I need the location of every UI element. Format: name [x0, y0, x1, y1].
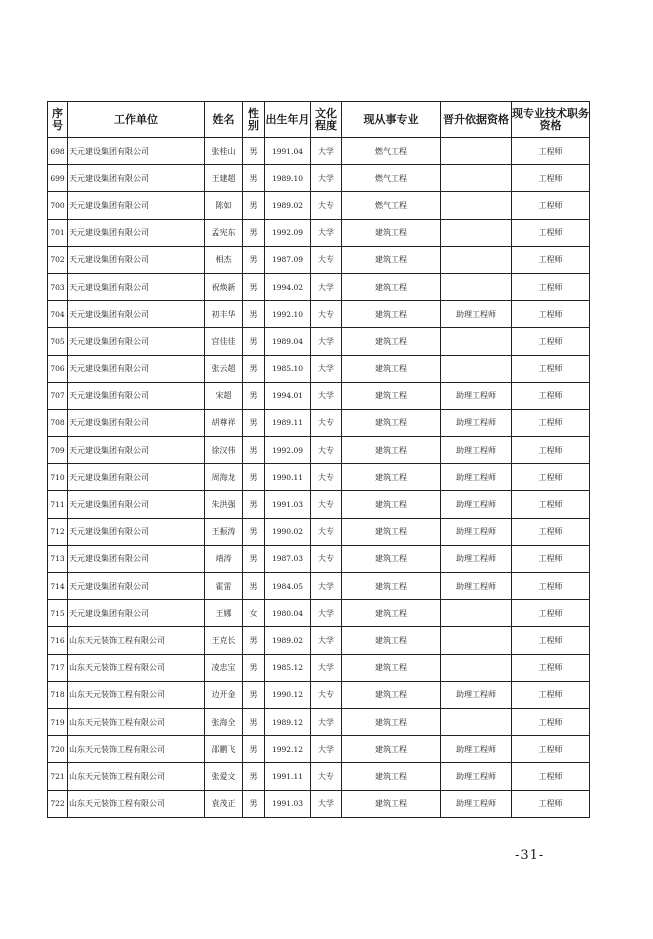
cell-birth-date: 1990.02 [265, 518, 311, 545]
cell-name: 王克长 [205, 627, 243, 654]
cell-birth-date: 1992.10 [265, 301, 311, 328]
header-index: 序号 [48, 102, 68, 138]
cell-index: 717 [48, 654, 68, 681]
cell-title: 工程师 [512, 409, 590, 436]
table-row [48, 138, 590, 165]
cell-index: 709 [48, 437, 68, 464]
cell-promotion-basis [441, 192, 512, 219]
cell-name: 张桂山 [205, 138, 243, 165]
table-row [48, 328, 590, 355]
cell-index: 705 [48, 328, 68, 355]
cell-title: 工程师 [512, 273, 590, 300]
cell-gender: 男 [243, 627, 265, 654]
cell-education: 大学 [311, 355, 342, 382]
cell-name: 宫佳佳 [205, 328, 243, 355]
cell-birth-date: 1985.10 [265, 355, 311, 382]
table-row [48, 246, 590, 273]
cell-gender: 男 [243, 328, 265, 355]
cell-education: 大专 [311, 518, 342, 545]
cell-index: 708 [48, 409, 68, 436]
cell-specialty: 燃气工程 [342, 165, 441, 192]
table-row [48, 736, 590, 763]
cell-index: 706 [48, 355, 68, 382]
table-row [48, 409, 590, 436]
cell-name: 邵鹏飞 [205, 736, 243, 763]
cell-work-unit: 天元建设集团有限公司 [68, 382, 205, 409]
cell-promotion-basis [441, 273, 512, 300]
cell-title: 工程师 [512, 246, 590, 273]
cell-name: 周海龙 [205, 464, 243, 491]
cell-title: 工程师 [512, 790, 590, 817]
cell-gender: 男 [243, 464, 265, 491]
cell-promotion-basis [441, 138, 512, 165]
cell-gender: 男 [243, 273, 265, 300]
cell-work-unit: 天元建设集团有限公司 [68, 192, 205, 219]
cell-index: 704 [48, 301, 68, 328]
cell-education: 大学 [311, 219, 342, 246]
cell-specialty: 建筑工程 [342, 437, 441, 464]
cell-gender: 男 [243, 409, 265, 436]
table-body [48, 138, 590, 818]
table-row [48, 654, 590, 681]
cell-index: 712 [48, 518, 68, 545]
cell-title: 工程师 [512, 165, 590, 192]
cell-birth-date: 1992.12 [265, 736, 311, 763]
cell-specialty: 建筑工程 [342, 382, 441, 409]
cell-promotion-basis: 助理工程师 [441, 409, 512, 436]
cell-index: 714 [48, 573, 68, 600]
table-row [48, 708, 590, 735]
cell-education: 大专 [311, 464, 342, 491]
table-row [48, 518, 590, 545]
header-current-specialty: 现从事专业 [342, 102, 441, 138]
cell-education: 大专 [311, 246, 342, 273]
table-row [48, 627, 590, 654]
cell-index: 699 [48, 165, 68, 192]
cell-specialty: 建筑工程 [342, 573, 441, 600]
cell-title: 工程师 [512, 627, 590, 654]
cell-specialty: 建筑工程 [342, 790, 441, 817]
cell-promotion-basis: 助理工程师 [441, 491, 512, 518]
cell-specialty: 建筑工程 [342, 219, 441, 246]
cell-promotion-basis: 助理工程师 [441, 790, 512, 817]
cell-specialty: 燃气工程 [342, 138, 441, 165]
cell-birth-date: 1990.12 [265, 681, 311, 708]
header-gender: 性别 [243, 102, 265, 138]
cell-birth-date: 1989.12 [265, 708, 311, 735]
cell-specialty: 建筑工程 [342, 518, 441, 545]
cell-name: 靖涛 [205, 545, 243, 572]
cell-birth-date: 1985.12 [265, 654, 311, 681]
cell-promotion-basis [441, 708, 512, 735]
cell-index: 707 [48, 382, 68, 409]
table-header-row [48, 102, 590, 138]
cell-education: 大学 [311, 573, 342, 600]
cell-name: 王建超 [205, 165, 243, 192]
cell-promotion-basis: 助理工程师 [441, 464, 512, 491]
cell-name: 胡尊祥 [205, 409, 243, 436]
cell-education: 大学 [311, 273, 342, 300]
table-row [48, 600, 590, 627]
cell-work-unit: 天元建设集团有限公司 [68, 246, 205, 273]
cell-education: 大学 [311, 790, 342, 817]
cell-specialty: 建筑工程 [342, 627, 441, 654]
cell-specialty: 建筑工程 [342, 545, 441, 572]
cell-promotion-basis: 助理工程师 [441, 437, 512, 464]
cell-birth-date: 1994.02 [265, 273, 311, 300]
cell-name: 相杰 [205, 246, 243, 273]
cell-name: 孟宪东 [205, 219, 243, 246]
cell-specialty: 建筑工程 [342, 763, 441, 790]
cell-birth-date: 1989.10 [265, 165, 311, 192]
cell-work-unit: 天元建设集团有限公司 [68, 573, 205, 600]
cell-birth-date: 1990.11 [265, 464, 311, 491]
cell-promotion-basis [441, 600, 512, 627]
cell-title: 工程师 [512, 219, 590, 246]
cell-specialty: 建筑工程 [342, 708, 441, 735]
table-row [48, 165, 590, 192]
cell-title: 工程师 [512, 518, 590, 545]
cell-birth-date: 1989.02 [265, 192, 311, 219]
header-current-title: 现专业技术职务资格 [512, 102, 590, 138]
cell-name: 王振涛 [205, 518, 243, 545]
cell-promotion-basis [441, 165, 512, 192]
header-name: 姓名 [205, 102, 243, 138]
cell-specialty: 建筑工程 [342, 654, 441, 681]
cell-work-unit: 山东天元装饰工程有限公司 [68, 681, 205, 708]
cell-gender: 女 [243, 600, 265, 627]
cell-work-unit: 天元建设集团有限公司 [68, 328, 205, 355]
cell-gender: 男 [243, 708, 265, 735]
cell-gender: 男 [243, 736, 265, 763]
cell-birth-date: 1989.02 [265, 627, 311, 654]
cell-work-unit: 天元建设集团有限公司 [68, 437, 205, 464]
cell-promotion-basis: 助理工程师 [441, 301, 512, 328]
cell-education: 大学 [311, 382, 342, 409]
cell-name: 宋超 [205, 382, 243, 409]
cell-birth-date: 1992.09 [265, 219, 311, 246]
cell-work-unit: 天元建设集团有限公司 [68, 355, 205, 382]
cell-gender: 男 [243, 654, 265, 681]
cell-promotion-basis [441, 627, 512, 654]
table-row [48, 219, 590, 246]
table-row [48, 790, 590, 817]
cell-education: 大专 [311, 545, 342, 572]
cell-name: 朱洪强 [205, 491, 243, 518]
cell-index: 698 [48, 138, 68, 165]
cell-promotion-basis: 助理工程师 [441, 382, 512, 409]
cell-gender: 男 [243, 355, 265, 382]
cell-specialty: 建筑工程 [342, 355, 441, 382]
cell-title: 工程师 [512, 654, 590, 681]
cell-specialty: 燃气工程 [342, 192, 441, 219]
cell-promotion-basis: 助理工程师 [441, 518, 512, 545]
table-row [48, 763, 590, 790]
cell-education: 大学 [311, 328, 342, 355]
cell-birth-date: 1989.04 [265, 328, 311, 355]
cell-name: 边开金 [205, 681, 243, 708]
cell-specialty: 建筑工程 [342, 600, 441, 627]
cell-education: 大学 [311, 600, 342, 627]
cell-specialty: 建筑工程 [342, 301, 441, 328]
cell-index: 710 [48, 464, 68, 491]
cell-education: 大学 [311, 736, 342, 763]
cell-name: 王娜 [205, 600, 243, 627]
cell-birth-date: 1991.11 [265, 763, 311, 790]
cell-index: 713 [48, 545, 68, 572]
cell-specialty: 建筑工程 [342, 491, 441, 518]
cell-birth-date: 1991.04 [265, 138, 311, 165]
cell-education: 大学 [311, 627, 342, 654]
cell-specialty: 建筑工程 [342, 246, 441, 273]
cell-title: 工程师 [512, 355, 590, 382]
cell-work-unit: 天元建设集团有限公司 [68, 138, 205, 165]
cell-gender: 男 [243, 301, 265, 328]
cell-title: 工程师 [512, 545, 590, 572]
cell-index: 702 [48, 246, 68, 273]
cell-work-unit: 天元建设集团有限公司 [68, 301, 205, 328]
table-row [48, 464, 590, 491]
cell-birth-date: 1984.05 [265, 573, 311, 600]
cell-name: 初丰华 [205, 301, 243, 328]
cell-gender: 男 [243, 246, 265, 273]
cell-birth-date: 1989.11 [265, 409, 311, 436]
cell-work-unit: 天元建设集团有限公司 [68, 600, 205, 627]
cell-specialty: 建筑工程 [342, 273, 441, 300]
header-work-unit: 工作单位 [68, 102, 205, 138]
cell-specialty: 建筑工程 [342, 409, 441, 436]
cell-index: 720 [48, 736, 68, 763]
cell-education: 大专 [311, 437, 342, 464]
cell-index: 703 [48, 273, 68, 300]
cell-name: 陈如 [205, 192, 243, 219]
header-education: 文化程度 [311, 102, 342, 138]
cell-name: 张海全 [205, 708, 243, 735]
cell-education: 大学 [311, 138, 342, 165]
table-row [48, 437, 590, 464]
page-number: -31- [515, 848, 545, 863]
cell-title: 工程师 [512, 464, 590, 491]
cell-title: 工程师 [512, 573, 590, 600]
cell-birth-date: 1994.01 [265, 382, 311, 409]
cell-work-unit: 天元建设集团有限公司 [68, 219, 205, 246]
cell-title: 工程师 [512, 192, 590, 219]
cell-promotion-basis [441, 654, 512, 681]
cell-gender: 男 [243, 382, 265, 409]
cell-name: 袁茂正 [205, 790, 243, 817]
cell-work-unit: 山东天元装饰工程有限公司 [68, 763, 205, 790]
cell-birth-date: 1992.09 [265, 437, 311, 464]
cell-promotion-basis: 助理工程师 [441, 763, 512, 790]
cell-index: 700 [48, 192, 68, 219]
table-row [48, 573, 590, 600]
cell-work-unit: 山东天元装饰工程有限公司 [68, 790, 205, 817]
cell-education: 大学 [311, 165, 342, 192]
cell-gender: 男 [243, 573, 265, 600]
cell-birth-date: 1991.03 [265, 491, 311, 518]
cell-index: 719 [48, 708, 68, 735]
table-row [48, 681, 590, 708]
personnel-table [47, 101, 590, 818]
cell-title: 工程师 [512, 491, 590, 518]
cell-education: 大专 [311, 409, 342, 436]
cell-promotion-basis [441, 328, 512, 355]
cell-education: 大专 [311, 301, 342, 328]
cell-education: 大学 [311, 654, 342, 681]
cell-gender: 男 [243, 681, 265, 708]
cell-name: 霍雷 [205, 573, 243, 600]
cell-work-unit: 天元建设集团有限公司 [68, 409, 205, 436]
cell-work-unit: 天元建设集团有限公司 [68, 165, 205, 192]
cell-title: 工程师 [512, 681, 590, 708]
header-birth-date: 出生年月 [265, 102, 311, 138]
cell-education: 大专 [311, 763, 342, 790]
cell-specialty: 建筑工程 [342, 328, 441, 355]
table-row [48, 301, 590, 328]
cell-gender: 男 [243, 219, 265, 246]
table-row [48, 273, 590, 300]
cell-birth-date: 1991.03 [265, 790, 311, 817]
cell-title: 工程师 [512, 736, 590, 763]
cell-title: 工程师 [512, 763, 590, 790]
cell-promotion-basis: 助理工程师 [441, 573, 512, 600]
cell-title: 工程师 [512, 328, 590, 355]
cell-promotion-basis: 助理工程师 [441, 681, 512, 708]
cell-name: 徐汉伟 [205, 437, 243, 464]
cell-title: 工程师 [512, 708, 590, 735]
table-row [48, 192, 590, 219]
cell-promotion-basis [441, 355, 512, 382]
cell-gender: 男 [243, 763, 265, 790]
cell-work-unit: 天元建设集团有限公司 [68, 273, 205, 300]
table-row [48, 545, 590, 572]
cell-title: 工程师 [512, 382, 590, 409]
table-row [48, 491, 590, 518]
cell-gender: 男 [243, 545, 265, 572]
cell-title: 工程师 [512, 437, 590, 464]
cell-work-unit: 天元建设集团有限公司 [68, 491, 205, 518]
cell-work-unit: 天元建设集团有限公司 [68, 464, 205, 491]
cell-work-unit: 山东天元装饰工程有限公司 [68, 627, 205, 654]
cell-index: 722 [48, 790, 68, 817]
header-promotion-basis: 晋升依据资格 [441, 102, 512, 138]
cell-index: 716 [48, 627, 68, 654]
table-row [48, 355, 590, 382]
cell-gender: 男 [243, 165, 265, 192]
table-row [48, 382, 590, 409]
cell-name: 张爱文 [205, 763, 243, 790]
cell-work-unit: 天元建设集团有限公司 [68, 545, 205, 572]
cell-promotion-basis [441, 219, 512, 246]
cell-gender: 男 [243, 138, 265, 165]
cell-name: 凌忠宝 [205, 654, 243, 681]
cell-gender: 男 [243, 518, 265, 545]
cell-gender: 男 [243, 437, 265, 464]
cell-work-unit: 山东天元装饰工程有限公司 [68, 708, 205, 735]
cell-birth-date: 1987.03 [265, 545, 311, 572]
cell-promotion-basis [441, 246, 512, 273]
cell-index: 718 [48, 681, 68, 708]
cell-education: 大专 [311, 192, 342, 219]
cell-specialty: 建筑工程 [342, 736, 441, 763]
cell-work-unit: 山东天元装饰工程有限公司 [68, 736, 205, 763]
cell-specialty: 建筑工程 [342, 464, 441, 491]
cell-promotion-basis: 助理工程师 [441, 545, 512, 572]
cell-birth-date: 1987.09 [265, 246, 311, 273]
cell-index: 721 [48, 763, 68, 790]
cell-education: 大专 [311, 681, 342, 708]
cell-index: 715 [48, 600, 68, 627]
cell-title: 工程师 [512, 138, 590, 165]
cell-work-unit: 山东天元装饰工程有限公司 [68, 654, 205, 681]
cell-birth-date: 1980.04 [265, 600, 311, 627]
cell-name: 祝焕新 [205, 273, 243, 300]
cell-title: 工程师 [512, 600, 590, 627]
cell-education: 大专 [311, 491, 342, 518]
cell-gender: 男 [243, 491, 265, 518]
cell-index: 701 [48, 219, 68, 246]
cell-title: 工程师 [512, 301, 590, 328]
cell-gender: 男 [243, 192, 265, 219]
cell-education: 大学 [311, 708, 342, 735]
cell-name: 张云超 [205, 355, 243, 382]
cell-specialty: 建筑工程 [342, 681, 441, 708]
cell-index: 711 [48, 491, 68, 518]
cell-gender: 男 [243, 790, 265, 817]
cell-work-unit: 天元建设集团有限公司 [68, 518, 205, 545]
cell-promotion-basis: 助理工程师 [441, 736, 512, 763]
